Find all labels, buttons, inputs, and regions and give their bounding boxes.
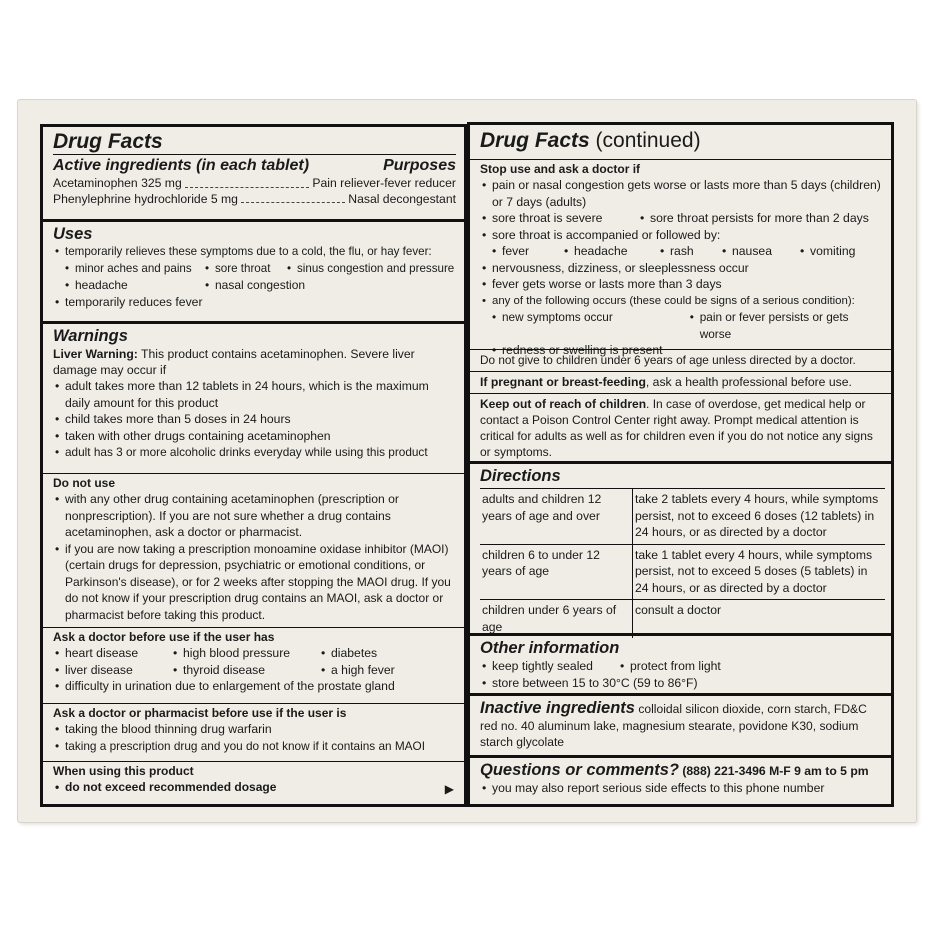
ingredient-row: Phenylephrine hydrochloride 5 mg Nasal decongestant [53,191,456,206]
drug-facts-title: Drug Facts [53,130,163,153]
questions-section: Questions or comments? (888) 221-3496 M-F 9 am to 5 pm • you may also report serious side effects to this phone number [470,755,891,804]
ingredient-row: Acetaminophen 325 mg Pain reliever-fever reducer [53,176,456,190]
liver-warning-label: Liver Warning: [53,347,138,361]
table-row: children under 6 years of age consult a doctor [480,600,885,639]
right-title-section: Drug Facts (continued) [480,129,701,152]
active-ingredients-section [43,127,464,219]
drug-facts-left-panel [40,124,467,807]
table-row: children 6 to under 12 years of age take 1 tablet every 4 hours, while symptoms persist, not to exceed 5 doses (5 tablets) in 24 hours, or as directed by a doctor [480,544,885,600]
purposes-header: Purposes [383,157,456,174]
continue-arrow-icon: ▶ [444,782,454,796]
warnings-section: Warnings Liver Warning: This product contains acetaminophen. Severe liver damage may occur if • adult takes more than 12 tablets in 24 hours, which is the maximum daily amount for this product • child takes more than 5 doses in 24 hours • taken with other drugs containing acetaminophen • adult has 3 or more alcoholic drinks everyday while using this product [43,321,464,473]
active-ingredients-header: Active ingredients (in each tablet) [53,157,310,174]
drug-facts-right-panel [467,122,894,807]
directions-table [480,488,885,638]
stop-use-header: Stop use and ask a doctor if [480,162,641,176]
pregnant-section: If pregnant or breast-feeding, ask a health professional before use. [470,371,891,393]
table-row: adults and children 12 years of age and over take 2 tablets every 4 hours, while symptoms persist, not to exceed 6 doses (12 tablets) in 24 hours, or as directed by a doctor [480,489,885,545]
do-not-use-header: Do not use [53,476,115,490]
inactive-ingredients-header: Inactive ingredients [480,699,635,717]
do-not-use-section: Do not use • with any other drug containing acetaminophen (prescription or nonprescription). If you are not sure whether a drug contains acetaminophen, ask a doctor or pharmacist. • if you are now taking a prescription monoamine oxidase inhibitor (MAOI) (certain drugs for depression, psychiatric or emotional conditions, or Parkinson's disease), or for 2 weeks after stopping the MAOI drug. If you do not know if your prescription drug contains an MAOI, ask a doctor or pharmacist before taking this product. [43,473,464,627]
ask-doctor-section: Ask a doctor before use if the user has • heart disease • high blood pressure • diabetes • liver disease • thyroid disease • a high fever • difficulty in urination due to enlargement of the prostate gland [43,627,464,703]
questions-header: Questions or comments? [480,761,679,779]
directions-section [470,461,891,633]
keep-out-section: Keep out of reach of children. In case of overdose, get medical help or contact a Poison Control Center right away. Prompt medical attention is critical for adults as well as for children even if you do not notice any signs or symptoms. [470,393,891,461]
when-using-header: When using this product [53,764,194,778]
children-warning-section: Do not give to children under 6 years of age unless directed by a doctor. [470,349,891,371]
stop-use-section: Stop use and ask a doctor if • pain or nasal congestion gets worse or lasts more than 5 days (children) or 7 days (adults) • sore throat is severe • sore throat persists for more than 2 days • sore throat is accompanied or followed by: • fever • headache • rash • nausea • vomiting • nervousness, dizziness, or sleeplessness occur • fever gets worse or lasts more than 3 days • any of the following occurs (these could be signs of a serious condition): • new symptoms occur • pain or fever persists or gets worse • redness or swelling is present [470,159,891,349]
drug-facts-continued-title: Drug Facts [480,129,590,152]
other-information-section: Other information • keep tightly sealed • protect from light • store between 15 to 30°C (59 to 86°F) [470,633,891,693]
uses-section: Uses • temporarily relieves these symptoms due to a cold, the flu, or hay fever: • minor aches and pains • sore throat • sinus congestion and pressure • headache • nasal congestion • temporarily reduces fever [43,219,464,321]
warnings-header: Warnings [53,327,128,345]
phone-number: (888) 221-3496 M-F 9 am to 5 pm [678,764,869,778]
when-using-section: When using this product • do not exceed recommended dosage ▶ [43,761,464,804]
ask-pharmacist-section: Ask a doctor or pharmacist before use if the user is • taking the blood thinning drug warfarin • taking a prescription drug and you do not know if it contains an MAOI [43,703,464,761]
inactive-ingredients-section: Inactive ingredients colloidal silicon dioxide, corn starch, FD&C red no. 40 aluminum lake, magnesium stearate, povidone K30, sodium starch glycolate [470,693,891,755]
ask-pharmacist-header: Ask a doctor or pharmacist before use if the user is [53,706,347,720]
uses-header: Uses [53,225,93,243]
ask-doctor-header: Ask a doctor before use if the user has [53,630,275,644]
package-panel [18,100,916,822]
directions-header: Directions [480,467,561,485]
other-information-header: Other information [480,639,620,657]
